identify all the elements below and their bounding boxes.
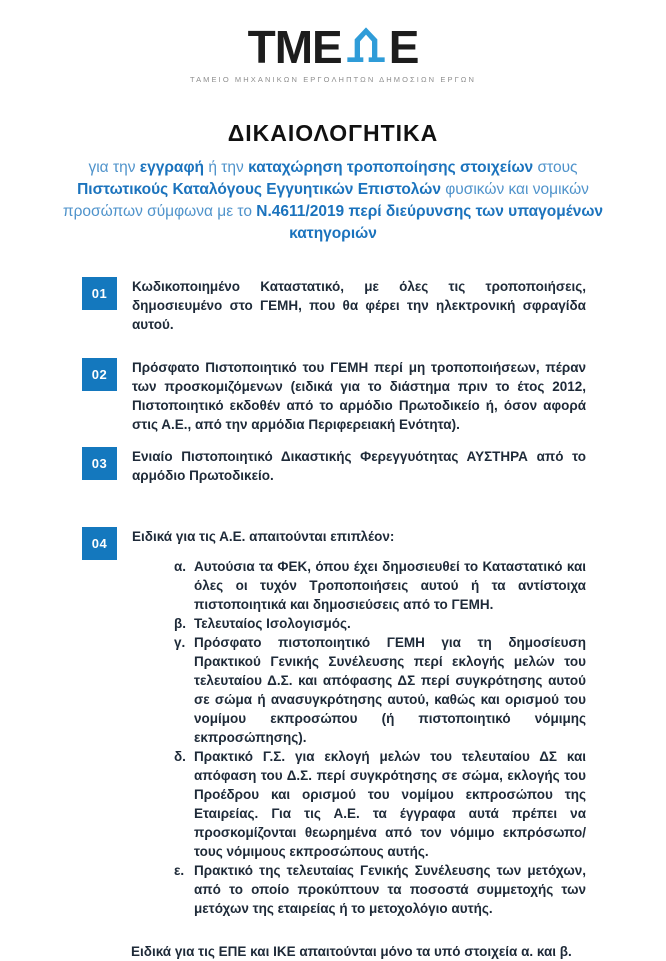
sub-item-text: Πρακτικό της τελευταίας Γενικής Συνέλευσης των μετόχων, από το οποίο προκύπτουν τα ποσοστά συμμετοχής των μετόχων της εταιρείας ή το μετοχολόγιο αυτής. <box>194 863 586 916</box>
sub-item-marker: γ. <box>174 635 186 650</box>
logo-row <box>0 21 666 73</box>
list-item-03 <box>82 447 586 485</box>
subtitle-segment: ή την <box>204 159 249 176</box>
sub-item-text: Τελευταίος Ισολογισμός. <box>194 616 351 631</box>
footnote: Ειδικά για τις ΕΠΕ και ΙΚΕ απαιτούνται μόνο τα υπό στοιχεία α. και β. <box>131 944 572 959</box>
house-omega-icon <box>346 25 386 68</box>
logo-text-suffix: Ε <box>388 21 419 73</box>
page-title: ΔΙΚΑΙΟΛΟΓΗΤΙΚΑ <box>227 120 439 146</box>
sub-item-text: Πρόσφατο πιστοποιητικό ΓΕΜΗ για τη δημοσίευση Πρακτικού Γενικής Συνέλευσης περί εκλογής μελών του τελευταίου Δ.Σ. και απόφασης ΔΣ περί συγκρότησης αυτού σε σώμα ή ανασυγκρότησης αυτού, καθώς και ορισμού του νομίμου εκπροσώπου (ή πιστοποιητικό νόμιμης εκπροσώπησης). <box>194 635 586 745</box>
subtitle-segment: Πιστωτικούς Καταλόγους Εγγυητικών Επιστολών <box>77 181 441 198</box>
list-item-04 <box>82 527 586 918</box>
requirements-list <box>82 277 586 918</box>
sub-item-epsilon <box>174 861 586 918</box>
list-item-02 <box>82 358 586 434</box>
sub-item-marker: δ. <box>174 749 186 764</box>
sub-item-delta <box>174 747 586 861</box>
sub-item-marker: α. <box>174 559 187 574</box>
item-text: Πρόσφατο Πιστοποιητικό του ΓΕΜΗ περί μη τροποποιήσεων, πέραν των προσκομιζόμενων (ειδικά για το διάστημα πριν το έτος 2012, Πιστοποιητικό εκδοθέν από το αρμόδιο Πρωτοδικείο ή, όσον αφορά στις Α.Ε., από την αρμόδια Περιφερειακή Ενότητα). <box>132 360 586 432</box>
item-number-badge: 02 <box>82 358 117 391</box>
sub-item-beta <box>174 614 586 633</box>
item-number-badge: 04 <box>82 527 117 560</box>
item-text: Ενιαίο Πιστοποιητικό Δικαστικής Φερεγγυότητας ΑΥΣΤΗΡΑ από το αρμόδιο Πρωτοδικείο. <box>132 449 586 483</box>
subtitle-segment: καταχώρηση τροποποίησης στοιχείων <box>248 159 534 176</box>
subtitle-segment: εγγραφή <box>139 159 205 176</box>
sub-item-text: Αυτούσια τα ΦΕΚ, όπου έχει δημοσιευθεί το Καταστατικό και όλες οι τυχόν Τροποποιήσεις αυτού ή τα αντίστοιχα πιστοποιητικά και δημοσιεύσεις από το ΓΕΜΗ. <box>194 559 586 612</box>
sub-item-gamma <box>174 633 586 747</box>
sub-item-alpha <box>174 557 586 614</box>
logo-caption: ΤΑΜΕΙΟ ΜΗΧΑΝΙΚΩΝ ΕΡΓΟΛΗΠΤΩΝ ΔΗΜΟΣΙΩΝ ΕΡΓΩΝ <box>189 75 477 84</box>
sub-list <box>132 557 586 918</box>
subtitle-segment: φυσικών και νομικών προσώπων σύμφωνα με το <box>62 181 589 220</box>
item-text: Ειδικά για τις Α.Ε. απαιτούνται επιπλέον: <box>132 529 395 544</box>
item-number-badge: 01 <box>82 277 117 310</box>
tmede-logo <box>0 0 666 84</box>
subtitle-segment: για την <box>88 159 140 176</box>
subtitle <box>53 157 613 245</box>
sub-item-text: Πρακτικό Γ.Σ. για εκλογή μελών του τελευταίου ΔΣ και απόφαση του Δ.Σ. περί συγκρότησης σε σώμα, εκλογής του Προέδρου και ορισμού του νομίμου εκπροσώπου της Εταιρείας. Για τις Α.Ε. τα έγγραφα αυτά πρέπει να προσκομίζονται θεωρημένα από τον νόμιμο εκπρόσωπο/τους νόμιμους εκπροσώπους αυτής. <box>194 749 586 859</box>
item-number-badge: 03 <box>82 447 117 480</box>
sub-item-marker: β. <box>174 616 186 631</box>
item-text: Κωδικοποιημένο Καταστατικό, με όλες τις τροποποιήσεις, δημοσιευμένο στο ΓΕΜΗ, που θα φέρει την ηλεκτρονική σφραγίδα αυτού. <box>132 279 586 332</box>
subtitle-segment: Ν.4611/2019 περί διεύρυνσης των υπαγομένων κατηγοριών <box>256 203 604 242</box>
list-item-01 <box>82 277 586 334</box>
sub-item-marker: ε. <box>174 863 185 878</box>
subtitle-segment: στους <box>533 159 578 176</box>
logo-text-prefix: ΤΜΕ <box>247 21 342 73</box>
